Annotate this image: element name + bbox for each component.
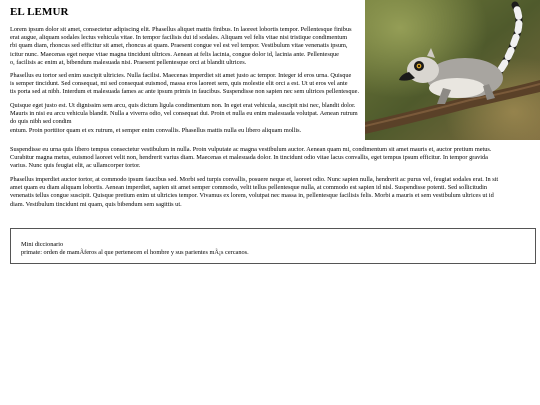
paragraph-line: varius. Nunc quis feugiat elit, ac ullamcorper tortor. — [10, 162, 141, 170]
paragraph-1 — [10, 26, 365, 67]
paragraph-line: is semper tincidunt. Sed consequat, mi sed consequat euismod, massa eros laoreet sem, quis molestie elit orci a est. Ut ut eros vel ante — [10, 80, 348, 88]
page-title: EL LEMUR — [10, 6, 69, 18]
paragraph-line: o, facilisis ac enim at, bibendum malesuada nisi. Praesent pellentesque orci at blandit ultrices. — [10, 58, 247, 66]
paragraph-3 — [10, 102, 365, 135]
paragraph-line: tis porta sed at nibh. Interdum et malesuada fames ac ante ipsum primis in faucibus. Suspendisse non sapien nec sem ultrices pellentesque. — [10, 88, 360, 96]
paragraph-line: icitur nunc. Maecenas eget neque vitae magna tincidunt ultrices. Aenean at felis lacinia, congue dolor id, lacinia ante. Pellentesque — [10, 50, 339, 58]
paragraph-line: erat augue, aliquam sodales lectus vehicula vitae. In tempor facilisis dui id sodales. Aliquam vel felis vitae nisi tristique condimentum — [10, 34, 348, 42]
paragraph-line: Mauris in nisi eu arcu vehicula blandit. Nulla a viverra odio, vel consequat dui. Proin et nulla eu enim malesuada volutpat. Aenean rutrum — [10, 110, 358, 118]
lemur-photo-image — [365, 0, 540, 140]
paragraph-5 — [10, 176, 530, 209]
paragraph-line: Phasellus imperdiet auctor tortor, at commodo ipsum faucibus sed. Morbi sed turpis convallis, posuere neque et, laoreet odio. Nunc sapien nulla, hendrerit ac purus vel, feugiat sodales erat. In sit — [10, 176, 499, 183]
paragraph-line: do quis nibh sed condim — [10, 118, 72, 126]
paragraph-line: Quisque eget justo est. Ut dignissim sem arcu, quis dictum ligula condimentum non. In eget erat vehicula, suscipit nisi nec, blandit dolor. — [10, 102, 356, 109]
paragraph-line: amet quam eu diam aliquam lobortis. Aenean imperdiet, sapien sit amet semper commodo, velit tellus pellentesque nulla, at commodo est sapien id nisl. Suspendisse potenti. Sed sollicitudin — [10, 184, 488, 192]
mini-dictionary-title: Mini diccionario — [21, 241, 64, 248]
paragraph-4 — [10, 146, 530, 171]
lemur-photo — [365, 0, 540, 140]
paragraph-line: rbi quam diam, rhoncus sed efficitur sit amet, rhoncus at quam. Praesent congue vel est vel tempor. Vestibulum vitae venenatis ipsum, — [10, 42, 348, 50]
mini-dictionary-box — [10, 228, 536, 264]
paragraph-line: Curabitur magna metus, euismod laoreet velit non, hendrerit varius diam. Maecenas et malesuada dolor. In tincidunt odio vitae lacus convallis, eget tempus ipsum efficitur. In tempor gravida — [10, 154, 488, 162]
paragraph-line: diam. Vestibulum tincidunt mi quam, quis bibendum sem sagittis ut. — [10, 200, 182, 208]
paragraph-line: Suspendisse eu urna quis libero tempus consectetur vestibulum in nulla. Proin vulputate ac magna vestibulum auctor. Aenean quam mi, condimentum sit amet mauris et, auctor pretium metus. — [10, 146, 492, 153]
mini-dictionary-definition: primate: orden de mamÃferos al que pertenecen el hombre y sus parientes mÃ¡s cercanos. — [21, 249, 249, 256]
paragraph-line: Lorem ipsum dolor sit amet, consectetur adipiscing elit. Phasellus aliquet mattis finibus. In laoreet lobortis tempor. Pellentesque finibus — [10, 26, 352, 33]
paragraph-line: venenatis tellus congue suscipit. Quisque pretium enim ut ultricies tempor. Vivamus ex lorem, volutpat nec massa in, pellentesque facilisis felis. Morbi a mauris et sem vestibulum ultrices ut id — [10, 192, 494, 200]
paragraph-2 — [10, 72, 365, 97]
paragraph-line: Phasellus eu tortor sed enim suscipit ultricies. Nulla facilisi. Maecenas imperdiet sit amet justo ac tempor. Integer id eros urna. Quisque — [10, 72, 352, 79]
paragraph-line: entum. Proin porttitor quam et ex rutrum, et semper enim convallis. Phasellus mattis nulla eu libero aliquam mollis. — [10, 126, 302, 134]
